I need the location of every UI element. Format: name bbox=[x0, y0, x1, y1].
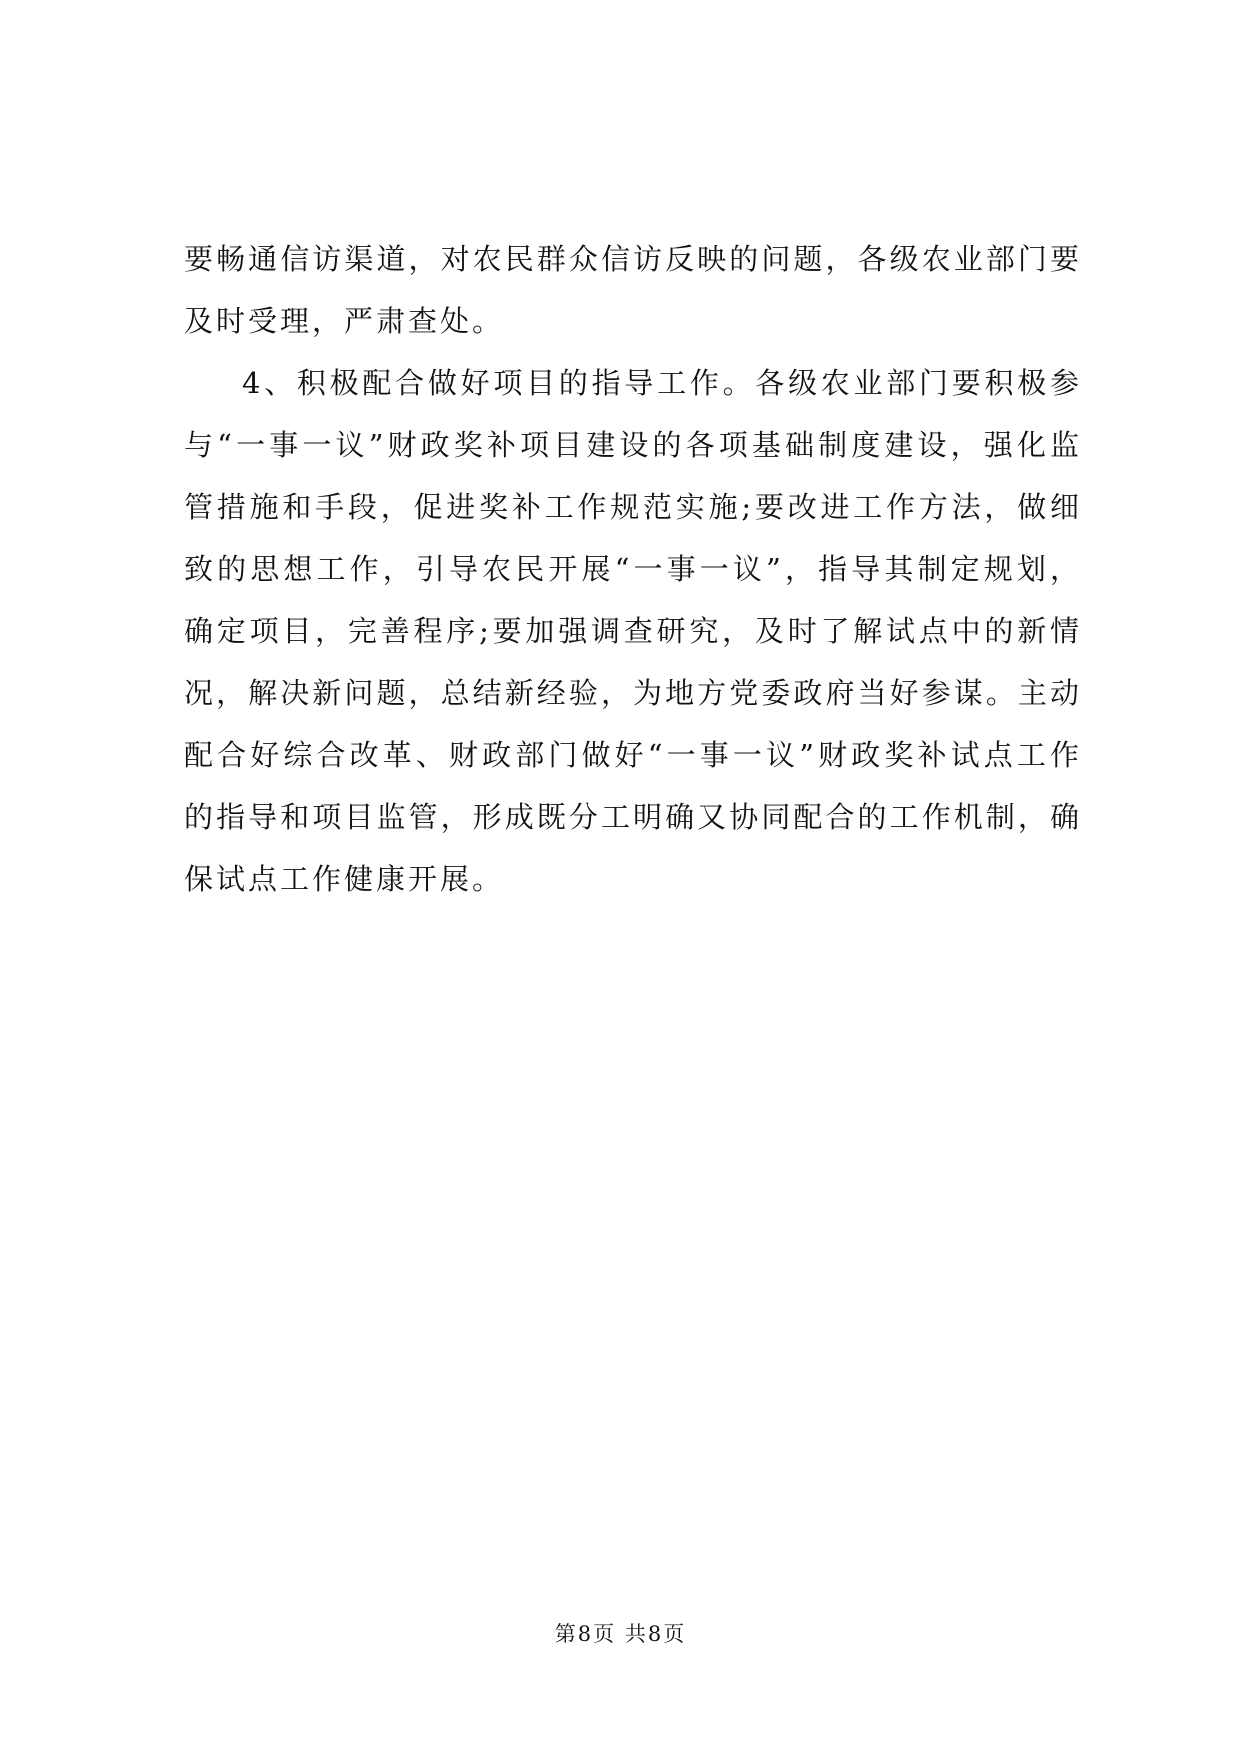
text-line: 配合好综合改革、财政部门做好“一事一议”财政奖补试点工作 bbox=[184, 738, 1082, 772]
text-line: 确定项目，完善程序;要加强调查研究，及时了解试点中的新情 bbox=[184, 614, 1082, 648]
text-line: 保试点工作健康开展。 bbox=[184, 862, 505, 896]
paragraph-continuation bbox=[184, 228, 1082, 352]
text-line: 及时受理，严肃查处。 bbox=[184, 304, 505, 338]
paragraph-item-4 bbox=[184, 352, 1082, 910]
text-line: 4、积极配合做好项目的指导工作。各级农业部门要积极参 bbox=[242, 366, 1082, 400]
text-line: 要畅通信访渠道，对农民群众信访反映的问题，各级农业部门要 bbox=[184, 242, 1082, 276]
text-line: 与“一事一议”财政奖补项目建设的各项基础制度建设，强化监 bbox=[184, 428, 1082, 462]
text-line: 况，解决新问题，总结新经验，为地方党委政府当好参谋。主动 bbox=[184, 676, 1082, 710]
text-line: 管措施和手段，促进奖补工作规范实施;要改进工作方法，做细 bbox=[184, 490, 1082, 524]
text-line: 致的思想工作，引导农民开展“一事一议”，指导其制定规划， bbox=[184, 552, 1082, 586]
document-body bbox=[184, 228, 1082, 910]
page-footer: 第8页 共8页 bbox=[554, 1622, 687, 1646]
text-line: 的指导和项目监管，形成既分工明确又协同配合的工作机制，确 bbox=[184, 800, 1082, 834]
